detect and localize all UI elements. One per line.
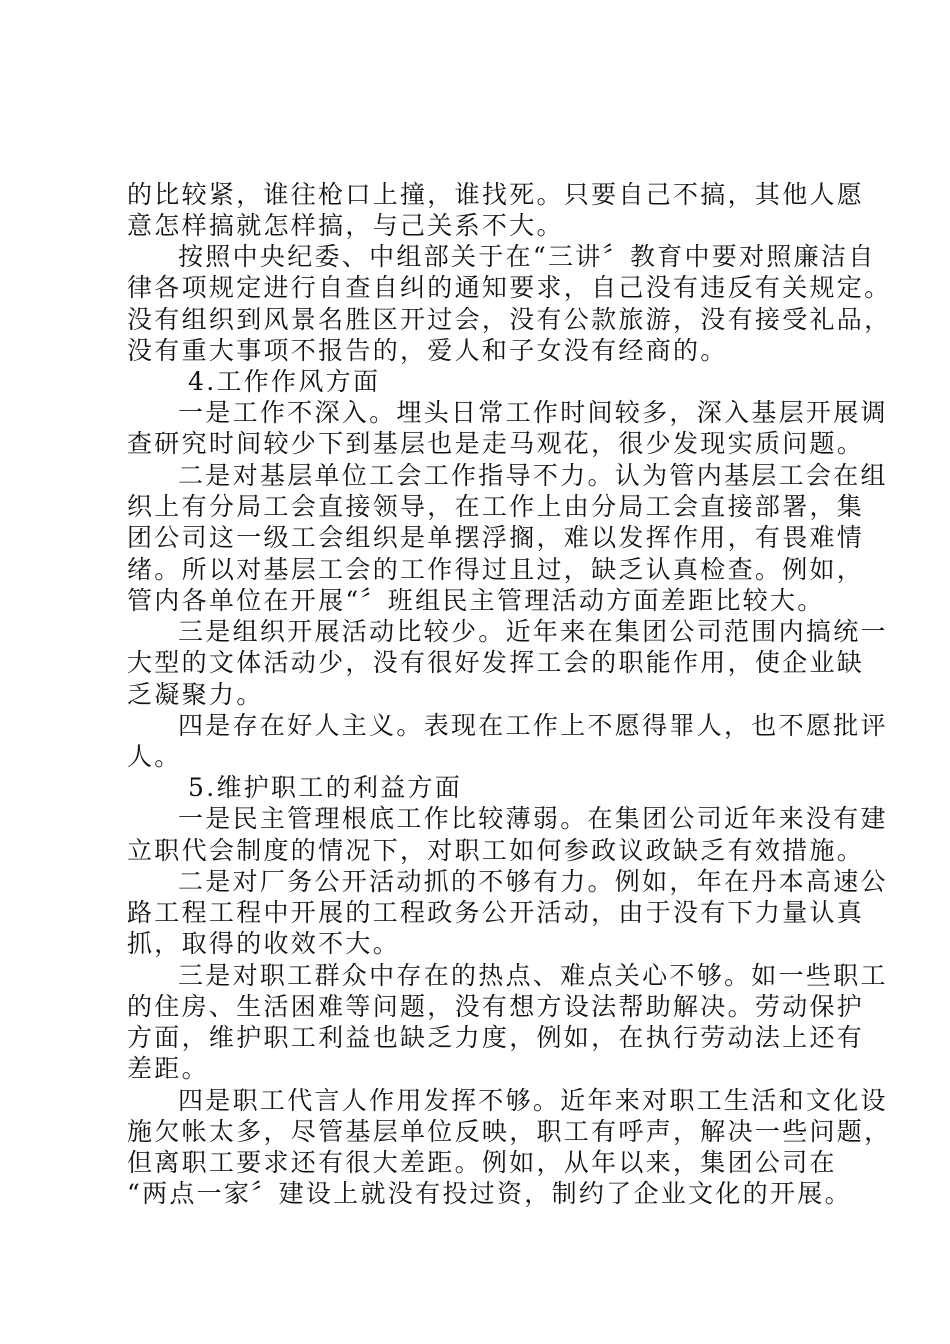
text-line: 方面，维护职工利益也缺乏力度，例如，在执行劳动法上还有 — [127, 1023, 865, 1052]
text-line: 三是组织开展活动比较少。近年来在集团公司范围内搞统一 — [178, 617, 888, 646]
text-line: 织上有分局工会直接领导，在工作上由分局工会直接部署，集 — [127, 492, 865, 521]
text-line: 团公司这一级工会组织是单摆浮搁，难以发挥作用，有畏难情 — [127, 523, 865, 552]
text-line: 立职代会制度的情况下，对职工如何参政议政缺乏有效措施。 — [127, 836, 865, 865]
text-line: 的比较紧，谁往枪口上撞，谁找死。只要自己不搞，其他人愿 — [127, 180, 865, 209]
text-line: 人。 — [127, 742, 182, 771]
text-line: 律各项规定进行自查自纠的通知要求，自己没有违反有关规定。 — [127, 273, 892, 302]
text-line: 四是存在好人主义。表现在工作上不愿得罪人，也不愿批评 — [178, 711, 888, 740]
text-line: 绪。所以对基层工会的工作得过且过，缺乏认真检查。例如， — [127, 555, 865, 584]
text-line: 一是工作不深入。埋头日常工作时间较多，深入基层开展调 — [178, 398, 888, 427]
text-line: 管内各单位在开展“〞班组民主管理活动方面差距比较大。 — [127, 586, 825, 615]
text-line: 路工程工程中开展的工程政务公开活动，由于没有下力量认真 — [127, 898, 865, 927]
text-line: 查研究时间较少下到基层也是走马观花，很少发现实质问题。 — [127, 429, 865, 458]
text-line: 二是对厂务公开活动抓的不够有力。例如，年在丹本高速公 — [178, 867, 888, 896]
section-heading: 4.工作作风方面 — [188, 367, 381, 396]
text-line: 抓，取得的收效不大。 — [127, 929, 401, 958]
text-line: 按照中央纪委、中组部关于在“三讲〞教育中要对照廉洁自 — [178, 242, 876, 271]
text-line: 但离职工要求还有很大差距。例如，从年以来，集团公司在 — [127, 1148, 837, 1177]
text-line: 差距。 — [127, 1054, 209, 1083]
section-heading: 5.维护职工的利益方面 — [188, 773, 463, 802]
text-line: 意怎样搞就怎样搞，与己关系不大。 — [127, 211, 564, 240]
text-line: 没有组织到风景名胜区开过会，没有公款旅游，没有接受礼品， — [127, 305, 892, 334]
text-line: 三是对职工群众中存在的热点、难点关心不够。如一些职工 — [178, 961, 888, 990]
text-line: 的住房、生活困难等问题，没有想方设法帮助解决。劳动保护 — [127, 992, 865, 1021]
text-line: 施欠帐太多，尽管基层单位反映，职工有呼声，解决一些问题， — [127, 1117, 892, 1146]
text-line: 乏凝聚力。 — [127, 680, 264, 709]
text-line: “两点一家〞建设上就没有投过资，制约了企业文化的开展。 — [127, 1179, 852, 1208]
text-line: 大型的文体活动少，没有很好发挥工会的职能作用，使企业缺 — [127, 648, 865, 677]
text-line: 二是对基层单位工会工作指导不力。认为管内基层工会在组 — [178, 461, 888, 490]
text-line: 四是职工代言人作用发挥不够。近年来对职工生活和文化设 — [178, 1086, 888, 1115]
text-line: 一是民主管理根底工作比较薄弱。在集团公司近年来没有建 — [178, 804, 888, 833]
text-line: 没有重大事项不报告的，爱人和子女没有经商的。 — [127, 336, 728, 365]
